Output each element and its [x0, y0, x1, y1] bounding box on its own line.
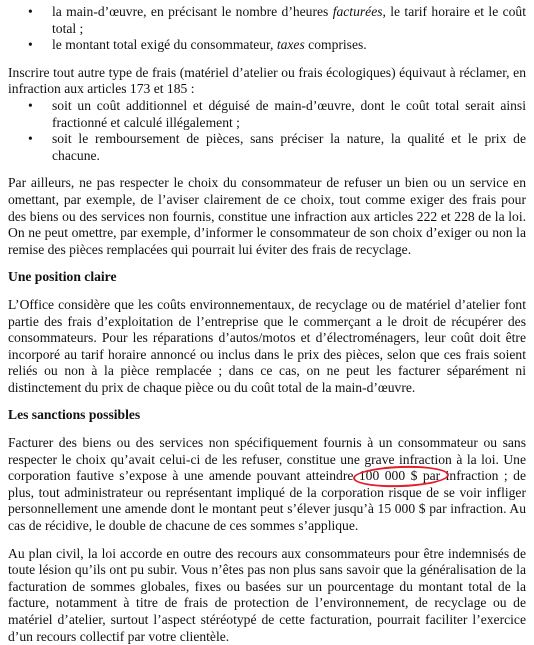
list-item: • soit le remboursement de pièces, sans préciser la nature, la qualité et le prix de chacune.: [28, 131, 526, 163]
paragraph-sanctions: Facturer des biens ou des services non spécifiquement fournis à un consommateur ou sans respecter le choix qu’avait celui-ci de les refuser, constitue une grave infraction à la loi. Une corporation fautive s’expose à une amende pouvant atteindre 100 000 $ par infraction ; de plus, tout administrateur ou représentant impliqué de la corporation risque de se voir infliger personnellement une amende dont le montant peut s’élever jusqu’à 15 000 $ par infraction. Au cas de récidive, le double de chacune de ces sommes s’applique.: [8, 435, 526, 534]
document-page: [8, 4, 526, 645]
paragraph-consumer-choice: Par ailleurs, ne pas respecter le choix du consommateur de refuser un bien ou un service en omettant, par exemple, de l’aviser clairement de ce choix, tout comme exiger des frais pour des biens ou des services non fournis, constitue une infraction aux articles 222 et 228 de la loi. On ne peut omettre, par exemple, d’informer le consommateur de son choix d’exiger ou non la remise des pièces remplacées qui pourrait lui éviter des frais de recyclage.: [8, 175, 526, 257]
list-item: • la main-d’œuvre, en précisant le nombre d’heures facturées, le tarif horaire et le coût total ;: [28, 4, 526, 36]
charges-list: [8, 4, 526, 54]
paragraph-civil-recourse: Au plan civil, la loi accorde en outre des recours aux consommateurs pour être indemnisés de toute lésion qu’ils ont pu subir. Vous n’êtes pas non plus sans savoir que la généralisation de la facturation de sommes globales, fixes ou basées sur un pourcentage du montant total de la facture, notamment à titre de frais de protection de l’environnement, de recyclage ou de matériel d’atelier, surtout l’aspect stéréotypé de cette facturation, pourrait faciliter l’exercice d’un recours collectif par votre clientèle.: [8, 545, 526, 644]
list-item: • soit un coût additionnel et déguisé de main-d’œuvre, dont le coût total serait ainsi fractionné et calculé illégalement ;: [28, 97, 526, 130]
infraction-list: [8, 98, 526, 164]
bullet-icon: •: [28, 131, 33, 147]
bullet-icon: •: [28, 4, 33, 19]
bullet-icon: •: [28, 97, 33, 113]
heading-sanctions: Les sanctions possibles: [8, 407, 141, 423]
highlighted-amount: 100 000 $: [359, 468, 418, 483]
heading-clear-position: Une position claire: [8, 269, 117, 285]
bullet-icon: •: [28, 37, 33, 53]
list-item: • le montant total exigé du consommateur, taxes comprises.: [28, 37, 367, 53]
paragraph-office-position: L’Office considère que les coûts environnementaux, de recyclage ou de matériel d’atelier font partie des frais d’exploitation de l’entreprise que le commerçant a le droit de récupérer des consommateurs. Pour les réparations d’autos/motos et d’électroménagers, leur coût doit être incorporé au tarif horaire annoncé ou inclus dans le prix des pièces, selon que ces frais soient reliés ou non à la pièce remplacée ; dans ce cas, on ne peut les facturer séparément ni distinctement du prix de chaque pièce ou du coût total de la main-d’œuvre.: [8, 296, 526, 395]
paragraph-other-fees: Inscrire tout autre type de frais (matériel d’atelier ou frais écologiques) équivaut à réclamer, en infraction aux articles 173 et 185 :: [8, 64, 526, 97]
